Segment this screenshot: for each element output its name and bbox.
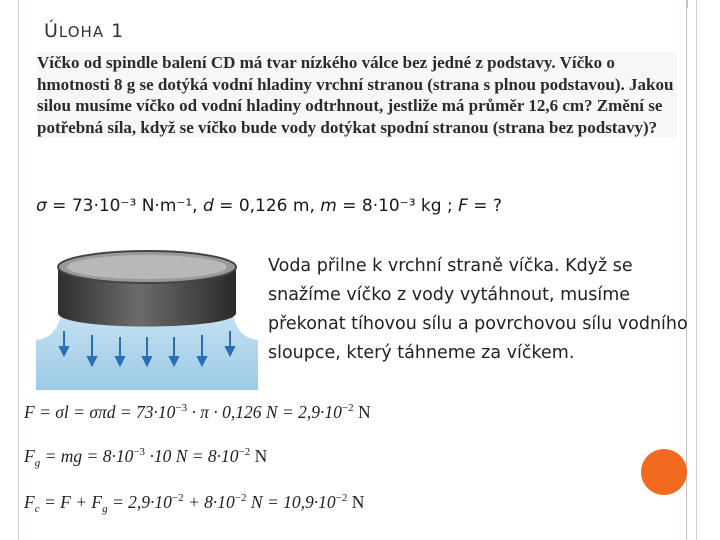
eq2-exp2: −2 <box>238 446 251 458</box>
eq2-rest: = mg = 8·10 <box>40 446 134 466</box>
title-number: 1 <box>111 20 125 42</box>
f-value: = ? <box>467 196 502 216</box>
frame-top <box>18 0 688 8</box>
equation-gravity-force <box>24 446 267 469</box>
m-value: = 8·10⁻³ kg ; <box>336 196 459 216</box>
m-symbol: m <box>320 196 337 216</box>
title-first-letter: Ú <box>44 20 59 42</box>
eq3-exp2: −2 <box>234 492 247 504</box>
equation-total-force <box>24 492 364 515</box>
eq2-lhs: F <box>24 446 35 466</box>
d-value: = 0,126 m, <box>213 196 321 216</box>
explanation-text: Voda přilne k vrchní straně víčka. Když se snažíme víčko z vody vytáhnout, musíme překonat tíhovou sílu a povrchovou sílu vodního sloupce, který táhneme za víčkem. <box>268 256 688 363</box>
eq3-lhs: F <box>24 492 35 512</box>
eq2-unit: N <box>250 446 268 466</box>
eq3-sub2: g <box>102 503 108 515</box>
frame-inner-line <box>696 0 697 540</box>
eq3-exp1: −2 <box>171 492 184 504</box>
task-text: Víčko od spindle balení CD má tvar nízkého válce bez jedné z podstavy. Víčko o hmotnosti 8 g se dotýká vodní hladiny vrchní stranou (strana s plnou podstavou). Jakou silou musíme víčko od vodní hladiny odtrhnout, jestliže má průměr 12,6 cm? Změní se potřebná síla, když se víčko bude vody dotýkat spodní stranou (strana bez podstavy)? <box>37 52 677 138</box>
given-values <box>36 196 502 216</box>
eq3-unit: N <box>347 492 365 512</box>
eq2-mid: ·10 N = 8·10 <box>145 446 239 466</box>
eq2-exp1: −3 <box>133 446 146 458</box>
eq3-mid1: = 2,9·10 <box>107 492 172 512</box>
eq3-mid3: N = 10,9·10 <box>246 492 336 512</box>
eq1-lhs: F <box>24 402 35 422</box>
eq1-exp1: −3 <box>175 402 188 414</box>
eq3-rest: = F + F <box>39 492 103 512</box>
sigma-value: = 73·10⁻³ N·m⁻¹, <box>46 196 203 216</box>
frame-left-line <box>18 0 19 540</box>
d-symbol: d <box>202 196 214 216</box>
eq3-exp3: −2 <box>335 492 348 504</box>
equation-surface-force <box>24 402 371 423</box>
eq1-rest: = σl = σπd = 73·10 <box>34 402 176 422</box>
eq1-mid: · π · 0,126 N = 2,9·10 <box>187 402 342 422</box>
eq2-sub: g <box>34 457 41 469</box>
frame-right <box>686 0 720 540</box>
eq3-mid2: + 8·10 <box>183 492 235 512</box>
title-rest: LOHA <box>58 23 105 41</box>
eq1-exp2: −2 <box>341 402 354 414</box>
eq1-unit: N <box>353 402 371 422</box>
f-symbol: F <box>458 196 468 216</box>
slide-title <box>44 20 124 42</box>
sigma-symbol: σ <box>36 196 47 216</box>
cap-on-water-illustration <box>36 245 258 390</box>
decorative-orange-circle <box>641 449 687 495</box>
eq3-sub: c <box>34 503 40 515</box>
